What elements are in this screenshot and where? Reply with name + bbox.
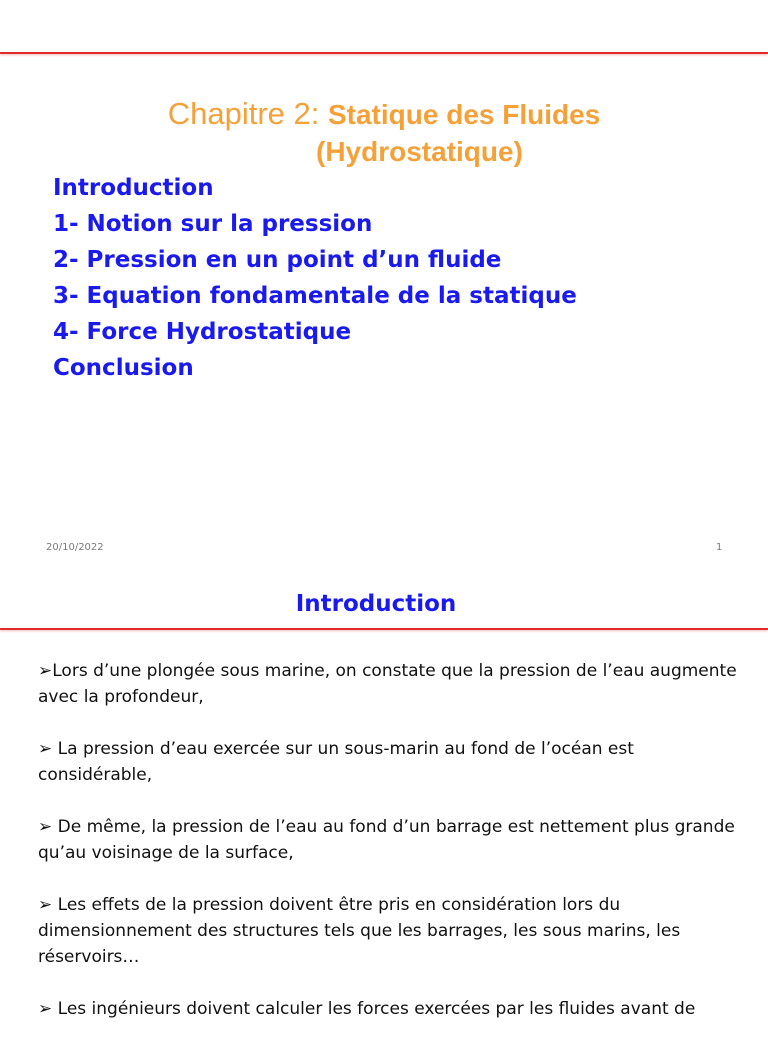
bullet-text: Lors d’une plongée sous marine, on constate que la pression de l’eau augmente avec la profondeur, <box>38 661 737 707</box>
arrow-bullet-icon: ➢ <box>38 895 53 915</box>
outline-item-3: 3- Equation fondamentale de la statique <box>53 283 577 309</box>
slide-heading: Introduction <box>295 591 457 617</box>
bullet-text: De même, la pression de l’eau au fond d’un barrage est nettement plus grande qu’au voisinage de la surface, <box>38 817 735 863</box>
bullet-text: La pression d’eau exercée sur un sous-marin au fond de l’océan est considérable, <box>38 739 634 785</box>
arrow-bullet-icon: ➢ <box>38 739 53 759</box>
bullet-item <box>38 814 750 866</box>
chapter-title <box>0 96 768 132</box>
chapter-outline <box>53 170 577 386</box>
heading-red-rule <box>0 628 768 630</box>
bullet-item <box>38 658 750 710</box>
outline-item-2: 2- Pression en un point d’un fluide <box>53 247 502 273</box>
bullet-text: Les ingénieurs doivent calculer les forces exercées par les fluides avant de <box>57 999 696 1019</box>
chapter-subtitle: (Hydrostatique) <box>316 136 523 167</box>
slide-2 <box>0 576 768 1024</box>
outline-item-4: 4- Force Hydrostatique <box>53 319 352 345</box>
bullet-item <box>38 736 750 788</box>
arrow-bullet-icon: ➢ <box>38 661 53 681</box>
bullet-item <box>38 892 750 970</box>
outline-item-1: 1- Notion sur la pression <box>53 211 373 237</box>
bullet-text: Les effets de la pression doivent être pris en considération lors du dimensionnement des structures tels que les barrages, les sous marins, les réservoirs… <box>38 895 681 967</box>
top-red-rule <box>0 52 768 54</box>
bullet-list <box>38 658 750 1048</box>
outline-item-introduction: Introduction <box>53 175 214 201</box>
bullet-item <box>38 996 750 1022</box>
outline-item-conclusion: Conclusion <box>53 355 194 381</box>
arrow-bullet-icon: ➢ <box>38 817 53 837</box>
arrow-bullet-icon: ➢ <box>38 999 53 1019</box>
chapter-topic: Statique des Fluides <box>327 99 601 130</box>
chapter-label: Chapitre 2: <box>167 96 328 131</box>
slide-date: 20/10/2022 <box>46 542 104 553</box>
slide-page-number: 1 <box>716 542 723 553</box>
